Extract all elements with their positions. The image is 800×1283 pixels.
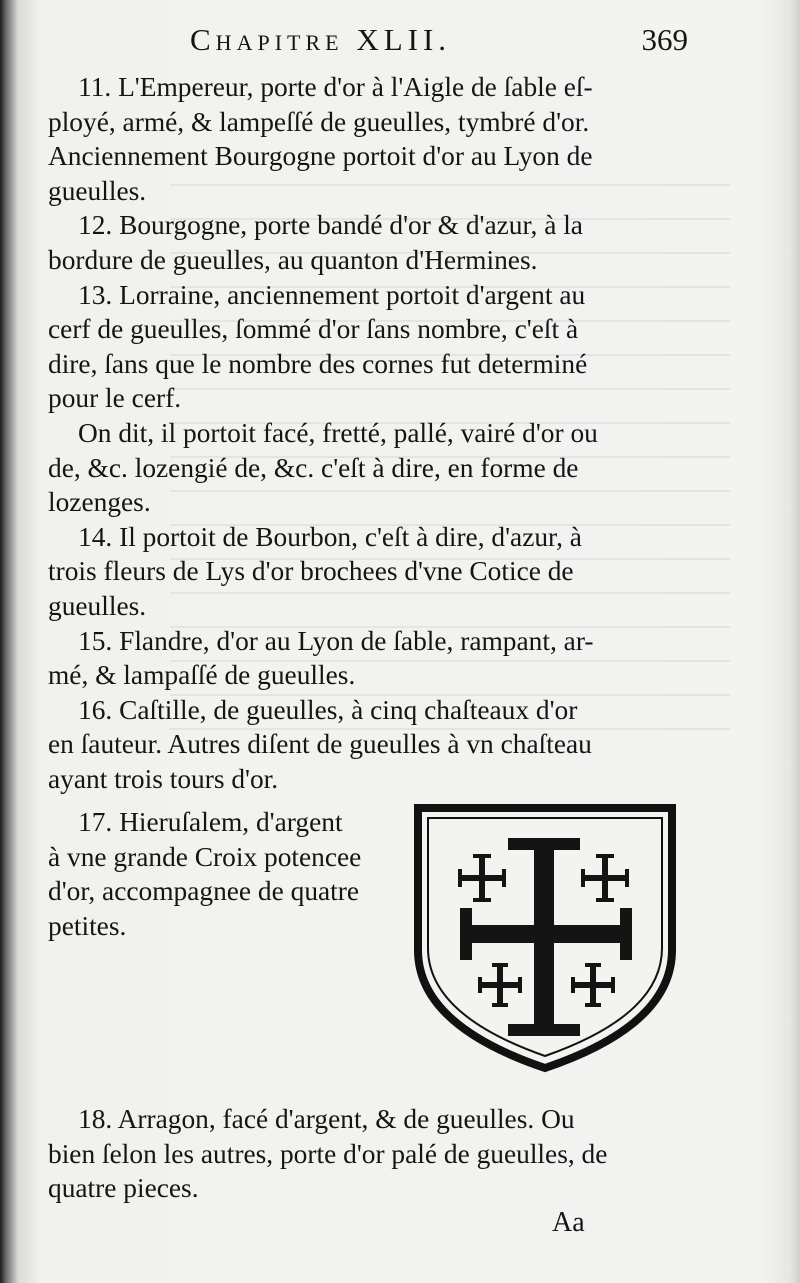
jerusalem-cross-shield-icon xyxy=(410,800,680,1075)
text-line: lozenges. xyxy=(48,487,151,518)
text-line: quatre pieces. xyxy=(48,1173,199,1204)
text-line: bordure de gueulles, au quanton d'Hermines. xyxy=(48,244,538,275)
text-line: Anciennement Bourgogne portoit d'or au Lyon de xyxy=(48,141,593,172)
text-line: 15. Flandre, d'or au Lyon de ſable, rampant, ar- xyxy=(78,625,594,656)
text-line: bien ſelon les autres, porte d'or palé de gueulles, de xyxy=(48,1138,608,1169)
text-line: 14. Il portoit de Bourbon, c'eſt à dire, d'azur, à xyxy=(78,521,582,552)
text-line: 18. Arragon, facé d'argent, & de gueulles. Ou xyxy=(78,1104,575,1134)
text-line: pour le cerf. xyxy=(48,383,182,414)
entry-16 xyxy=(48,693,698,797)
text-line: On dit, il portoit facé, fretté, pallé, vairé d'or ou xyxy=(78,417,598,448)
text-line: de, &c. lozengié de, &c. c'eſt à dire, en forme de xyxy=(48,452,579,483)
entry-18 xyxy=(48,1102,698,1206)
text-line: trois fleurs de Lys d'or brochees d'vne Cotice de xyxy=(48,556,574,587)
page-header xyxy=(180,22,700,62)
entry-14 xyxy=(48,520,698,624)
text-block-top xyxy=(48,70,698,796)
entry-12 xyxy=(48,208,698,277)
entry-13-note xyxy=(48,416,698,520)
text-line: ayant trois tours d'or. xyxy=(48,763,279,794)
entry-11 xyxy=(48,70,698,208)
text-line: 12. Bourgogne, porte bandé d'or & d'azur, à la xyxy=(78,210,583,241)
signature-mark: Aa xyxy=(552,1207,585,1238)
entry-15 xyxy=(48,624,698,693)
text-line: 13. Lorraine, anciennement portoit d'argent au xyxy=(78,279,586,310)
text-line: gueulles. xyxy=(48,175,147,206)
text-line: petites. xyxy=(48,910,127,941)
text-line: 17. Hieruſalem, d'argent xyxy=(78,807,343,837)
text-line: ployé, armé, & lampeſſé de gueulles, tymbré d'or. xyxy=(48,106,590,137)
entry-13 xyxy=(48,278,698,416)
text-line: gueulles. xyxy=(48,590,147,621)
text-line: cerf de gueulles, ſommé d'or ſans nombre, c'eſt à xyxy=(48,314,579,345)
page-number: 369 xyxy=(641,22,688,57)
text-line: 11. L'Empereur, porte d'or à l'Aigle de ſable eſ- xyxy=(78,72,593,102)
entry-17 xyxy=(48,805,428,943)
text-line: dire, ſans que le nombre des cornes fut determiné xyxy=(48,348,588,379)
running-title: Chapitre XLII. xyxy=(190,22,452,57)
text-line: 16. Caſtille, de gueulles, à cinq chaſteaux d'or xyxy=(78,694,578,725)
text-line: en ſauteur. Autres diſent de gueulles à vn chaſteau xyxy=(48,729,592,760)
text-line: à vne grande Croix potencee xyxy=(48,841,362,872)
text-line: mé, & lampaſſé de gueulles. xyxy=(48,660,356,691)
text-line: d'or, accompagnee de quatre xyxy=(48,876,360,907)
